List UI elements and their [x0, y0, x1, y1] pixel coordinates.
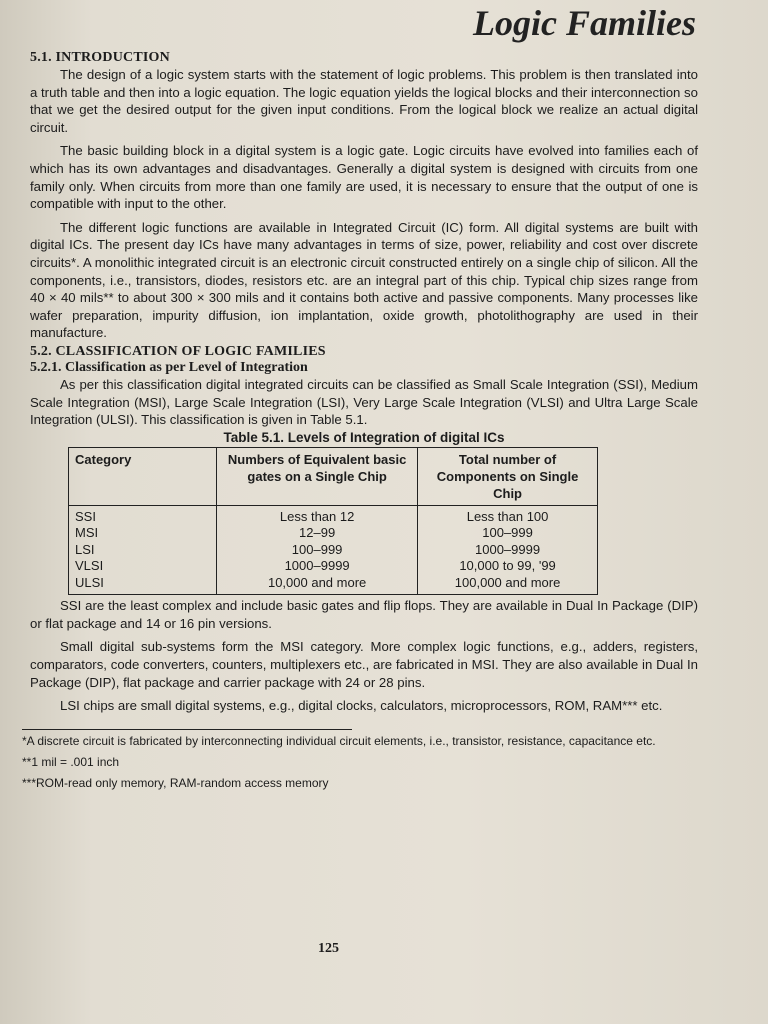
table-cell: SSI — [75, 508, 96, 524]
table-header: Total number of Components on Single Chip — [418, 447, 598, 505]
table-header: Category — [69, 447, 217, 505]
table-cell: ULSI — [75, 574, 104, 590]
table-cell: 1000–9999 — [475, 541, 541, 557]
paragraph: Small digital sub-systems form the MSI category. More complex logic functions, e.g., adders, registers, comparators, code converters, counters, multiplexers etc., are fabricated in MSI. They are also available in Dual In Package (DIP), flat package and carrier package with 24 or 28 pins. — [30, 639, 698, 690]
table-cell: Less than 12 — [279, 508, 355, 524]
table-cell: MSI — [75, 525, 99, 541]
table-cell: 10,000 and more — [267, 574, 367, 590]
footnote: ***ROM-read only memory, RAM-random access memory — [22, 775, 329, 790]
footnote: **1 mil = .001 inch — [22, 754, 120, 769]
footnote-divider — [22, 729, 352, 730]
table-cell: 100,000 and more — [454, 574, 561, 590]
subsection-heading: 5.2.1. Classification as per Level of Integration — [30, 359, 308, 375]
table-title: Table 5.1. Levels of Integration of digital ICs — [223, 429, 505, 445]
paragraph: The different logic functions are available in Integrated Circuit (IC) form. All digital systems are built with digital ICs. The present day ICs have many advantages in terms of size, power, reliability and cost over discrete circuits*. A monolithic integrated circuit is an electronic circuit constructed entirely on a single chip of silicon. All the components, i.e., transistors, diodes, resistors etc. are an integral part of this chip. Typical chip sizes range from 40 × 40 mils** to about 300 × 300 mils and it contains both active and passive components. Many processes like wafer preparation, impurity diffusion, ion implantation, oxide growth, photolithography are used in their manufacture. — [30, 219, 698, 341]
paragraph: The design of a logic system starts with the statement of logic problems. This problem is then translated into a truth table and then into a logic equation. The logic equation yields the logical blocks and their interconnection so that we get the desired output for the given input conditions. From the logical block we realize an actual digital circuit. — [30, 67, 698, 135]
table-row — [69, 505, 598, 595]
page-body — [22, 50, 698, 797]
table-header: Numbers of Equivalent basic gates on a Single Chip — [217, 447, 418, 505]
table-cell: VLSI — [75, 558, 104, 574]
table-cell: Less than 100 — [466, 508, 549, 524]
table-cell: 1000–9999 — [284, 558, 350, 574]
running-title: Logic Families — [473, 3, 696, 43]
components-cell — [418, 505, 598, 595]
paragraph: As per this classification digital integrated circuits can be classified as Small Scale Integration (SSI), Medium Scale Integration (MSI), Large Scale Integration (LSI), Very Large Scale Integration (VLSI) and Ultra Large Scale Integration (ULSI). This classification is given in Table 5.1. — [30, 376, 698, 428]
gates-cell — [217, 505, 418, 595]
section-heading-classification: 5.2. CLASSIFICATION OF LOGIC FAMILIES — [30, 343, 326, 359]
section-heading-intro: 5.1. INTRODUCTION — [30, 50, 170, 65]
table-cell: 12–99 — [299, 525, 336, 541]
paragraph: The basic building block in a digital system is a logic gate. Logic circuits have evolved into families each of which has its own advantages and disadvantages. Generally a digital system is designed with circuits from one family only. When circuits from more than one family are used, it is necessary to ensure that the output of one is compatible with input to the other. — [30, 143, 698, 212]
table-cell: 100–999 — [482, 525, 533, 541]
footnote: *A discrete circuit is fabricated by interconnecting individual circuit elements, i.e., transistor, resistance, capacitance etc. — [22, 733, 656, 748]
table-cell: 100–999 — [291, 541, 343, 557]
integration-levels-table — [68, 447, 598, 596]
table-cell: LSI — [75, 541, 95, 557]
table-header-row — [69, 447, 598, 505]
page-number: 125 — [318, 941, 339, 956]
paragraph: LSI chips are small digital systems, e.g., digital clocks, calculators, microprocessors, ROM, RAM*** etc. — [60, 698, 663, 714]
category-cell — [69, 505, 217, 595]
table-cell: 10,000 to 99, '99 — [459, 558, 556, 574]
paragraph: SSI are the least complex and include basic gates and flip flops. They are available in Dual In Package (DIP) or flat package and 14 or 16 pin versions. — [30, 598, 698, 631]
